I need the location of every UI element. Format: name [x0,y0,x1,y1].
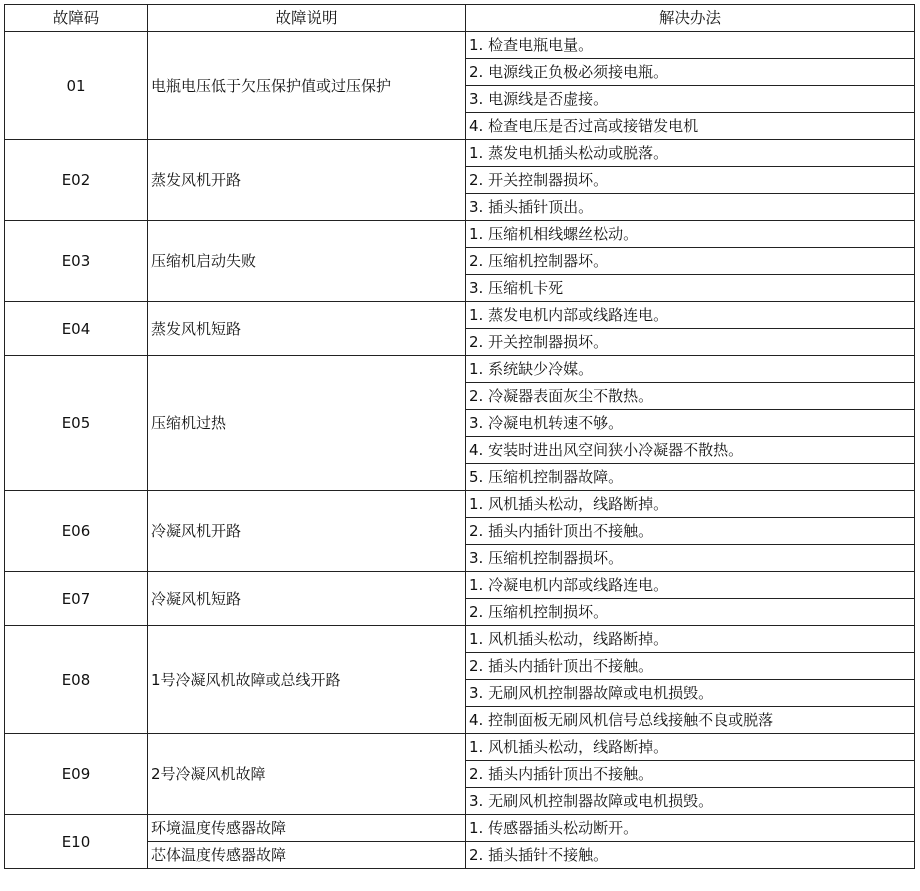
solution-cell: 4. 检查电压是否过高或接错发电机 [466,113,915,140]
solution-cell: 3. 插头插针顶出。 [466,194,915,221]
solution-cell: 2. 开关控制器损坏。 [466,329,915,356]
solution-cell: 1. 风机插头松动，线路断掉。 [466,491,915,518]
solution-cell: 3. 无刷风机控制器故障或电机损毁。 [466,788,915,815]
fault-code-cell: 01 [5,32,148,140]
solution-cell: 2. 电源线正负极必须接电瓶。 [466,59,915,86]
header-solution: 解决办法 [466,5,915,32]
header-row [5,5,915,32]
fault-description-cell: 芯体温度传感器故障 [148,842,466,869]
fault-code-cell: E10 [5,815,148,869]
fault-code-cell: E04 [5,302,148,356]
table-row [5,140,915,167]
solution-cell: 4. 控制面板无刷风机信号总线接触不良或脱落 [466,707,915,734]
fault-description-cell: 蒸发风机开路 [148,140,466,221]
header-description: 故障说明 [148,5,466,32]
fault-description-cell: 压缩机过热 [148,356,466,491]
fault-table-body [5,32,915,869]
fault-code-table [4,4,915,869]
table-row [5,734,915,761]
fault-description-cell: 冷凝风机开路 [148,491,466,572]
fault-description-cell: 电瓶电压低于欠压保护值或过压保护 [148,32,466,140]
fault-description-cell: 冷凝风机短路 [148,572,466,626]
table-row [5,32,915,59]
solution-cell: 3. 电源线是否虚接。 [466,86,915,113]
solution-cell: 2. 压缩机控制器坏。 [466,248,915,275]
fault-description-cell: 2号冷凝风机故障 [148,734,466,815]
solution-cell: 1. 蒸发电机插头松动或脱落。 [466,140,915,167]
fault-description-cell: 蒸发风机短路 [148,302,466,356]
header-code: 故障码 [5,5,148,32]
fault-description-cell: 压缩机启动失败 [148,221,466,302]
fault-code-cell: E08 [5,626,148,734]
solution-cell: 3. 无刷风机控制器故障或电机损毁。 [466,680,915,707]
table-row [5,491,915,518]
solution-cell: 2. 插头内插针顶出不接触。 [466,653,915,680]
fault-code-cell: E09 [5,734,148,815]
solution-cell: 4. 安装时进出风空间狭小冷凝器不散热。 [466,437,915,464]
solution-cell: 2. 压缩机控制损坏。 [466,599,915,626]
solution-cell: 2. 插头插针不接触。 [466,842,915,869]
solution-cell: 1. 压缩机相线螺丝松动。 [466,221,915,248]
fault-code-cell: E03 [5,221,148,302]
solution-cell: 3. 压缩机卡死 [466,275,915,302]
solution-cell: 5. 压缩机控制器故障。 [466,464,915,491]
solution-cell: 1. 检查电瓶电量。 [466,32,915,59]
solution-cell: 1. 传感器插头松动断开。 [466,815,915,842]
solution-cell: 1. 风机插头松动，线路断掉。 [466,734,915,761]
solution-cell: 1. 冷凝电机内部或线路连电。 [466,572,915,599]
table-row [5,815,915,842]
fault-code-cell: E06 [5,491,148,572]
table-row [5,626,915,653]
fault-description-cell: 1号冷凝风机故障或总线开路 [148,626,466,734]
fault-code-cell: E07 [5,572,148,626]
fault-code-cell: E05 [5,356,148,491]
solution-cell: 3. 压缩机控制器损坏。 [466,545,915,572]
solution-cell: 2. 插头内插针顶出不接触。 [466,518,915,545]
solution-cell: 2. 冷凝器表面灰尘不散热。 [466,383,915,410]
fault-code-cell: E02 [5,140,148,221]
solution-cell: 2. 插头内插针顶出不接触。 [466,761,915,788]
fault-description-cell: 环境温度传感器故障 [148,815,466,842]
solution-cell: 1. 系统缺少冷媒。 [466,356,915,383]
table-row [5,572,915,599]
table-row [5,221,915,248]
solution-cell: 1. 蒸发电机内部或线路连电。 [466,302,915,329]
solution-cell: 2. 开关控制器损坏。 [466,167,915,194]
table-row [5,356,915,383]
table-row [5,302,915,329]
solution-cell: 1. 风机插头松动，线路断掉。 [466,626,915,653]
solution-cell: 3. 冷凝电机转速不够。 [466,410,915,437]
